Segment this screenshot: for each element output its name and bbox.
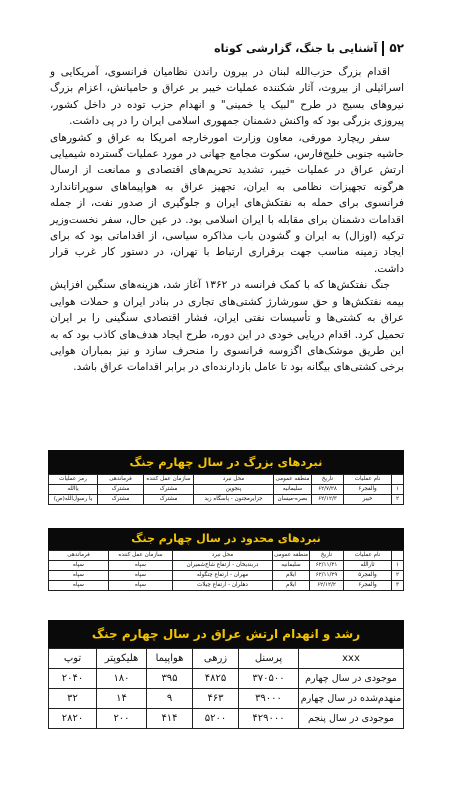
table-cell: ۳۹۰۰۰ [239, 689, 299, 709]
table-cell: ۶۲/۱۱/۲۱ [310, 561, 344, 571]
table-row [49, 709, 404, 729]
table-row [49, 669, 404, 689]
body-text [50, 64, 404, 376]
table-cell: ۳ [392, 581, 404, 591]
row-label: موجودی در سال چهارم [299, 669, 404, 689]
table-cell: بصره-میسان [274, 495, 312, 505]
table-cell: ۹ [147, 689, 193, 709]
table-cell: ۲۰۰ [97, 709, 147, 729]
column-header: محل نبرد [173, 551, 273, 561]
column-header: نام عملیات [344, 475, 392, 485]
paragraph: سفر ریچارد مورفی، معاون وزارت امورخارجه امریکا به عراق و کشورهای حاشیه جنوبی خلیج‌فارس، سکوت مجامع جهانی در مورد عملیات گسترده شیمیایی ارتش عراق در عملیات خیبر، تشدید تحریم‌های اقتصادی و ممانعت از ارسال هرگونه تجهیزات نظامی به ایران، تجهیز عراق به هواپیماهای سوپراتاندارد فرانسوی برای حمله به نفتکش‌های ایران و جلوگیری از صدور نفت، از جمله اقدامات دشمنان برای مقابله با ایران اسلامی بود. در عین حال، سفر نخست‌وزیر ترکیه (اوزال) به ایران و گشودن باب مذاکره سیاسی، از اقداماتی بود که برای ایجاد زمینه مناسب جهت برقراری ارتباط با تهران، در دستور کار غرب قرار داشت. [50, 131, 404, 275]
column-header: رمز عملیات [49, 475, 98, 485]
table-title: نبردهای بزرگ در سال چهارم جنگ [48, 450, 404, 474]
table-cell: سپاه [49, 561, 109, 571]
table-cell: ۱ [392, 485, 404, 495]
table-row [49, 581, 404, 591]
table-header-row [49, 551, 404, 561]
column-header: پرسنل [239, 649, 299, 669]
table-cell: ۱۸۰ [97, 669, 147, 689]
table-cell: ۶۲/۱۱/۲۹ [310, 571, 344, 581]
column-header: تاریخ [312, 475, 344, 485]
table-cell: مشترک [144, 495, 194, 505]
row-label: موجودی در سال پنجم [299, 709, 404, 729]
table-cell: والفجر۵ [344, 571, 392, 581]
paragraph: جنگ نفتکش‌ها که با کمک فرانسه در ۱۳۶۲ آغاز شد، هزینه‌های سنگین افزایش بیمه نفتکش‌ها و حق سورشارژ کشتی‌های تجاری در بنادر ایران و حملات هوایی عراق به کشتی‌ها و تأسیسات نفتی ایران، فشار اقتصادی سنگینی را بر ایران تحمیل کرد. اقدام دریایی خودی در این دوره، طرح ایجاد هدف‌های کاذب بود که به این طریق موشک‌های اگزوسه فرانسوی را منحرف سازد و نیز بمباران هوایی برخی کشتی‌های بیگانه بود تا عامل بازدارنده‌ای در برابر اقدامات عراق باشد. [50, 279, 404, 374]
table-cell: والفجر۶ [344, 485, 392, 495]
column-header: سازمان عمل کننده [109, 551, 173, 561]
column-header: منطقه عمومی [274, 475, 312, 485]
column-header: نام عملیات [344, 551, 392, 561]
table-title: نبردهای محدود در سال چهارم جنگ [48, 528, 404, 550]
table-cell: سپاه [109, 571, 173, 581]
table-cell: ۴۲۹۰۰۰ [239, 709, 299, 729]
table-header-row [49, 475, 404, 485]
table-cell: ۴۸۲۵ [193, 669, 239, 689]
major-battles-table [48, 450, 404, 505]
column-header: زرهی [193, 649, 239, 669]
column-header: منطقه عمومی [273, 551, 310, 561]
column-header: هواپیما [147, 649, 193, 669]
table-cell: ۵۲۰۰ [193, 709, 239, 729]
table-cell: مشترک [144, 485, 194, 495]
table-cell: ۴۱۴ [147, 709, 193, 729]
table-cell: سلیمانیه [273, 561, 310, 571]
table-cell: جزایرمجنون - پاسگاه زید [194, 495, 274, 505]
table-cell: ۶۲/۱۲/۲ [310, 581, 344, 591]
table-cell: مشترک [98, 485, 144, 495]
column-header: xxx [299, 649, 404, 669]
table-title: رشد و انهدام ارتش عراق در سال چهارم جنگ [48, 620, 404, 648]
table-cell: ۴۶۳ [193, 689, 239, 709]
table-cell: یا رسول‌الله(ص) [49, 495, 98, 505]
table [48, 474, 404, 505]
table-cell: سلیمانیه [274, 485, 312, 495]
table-cell: والفجر۶ [344, 581, 392, 591]
table-cell: دربندیخان - ارتفاع شاخ‌شمیران [173, 561, 273, 571]
table-cell: سپاه [49, 581, 109, 591]
column-header: هلیکوپتر [97, 649, 147, 669]
page-number: ۵۲ [389, 41, 404, 55]
table-header-row [49, 649, 404, 669]
table-cell: دهلران - ارتفاع چیلات [173, 581, 273, 591]
army-growth-table [48, 620, 404, 729]
table-cell: ۱ [392, 561, 404, 571]
table-row [49, 689, 404, 709]
table-cell: ۲۰۴۰ [49, 669, 97, 689]
column-header: تاریخ [310, 551, 344, 561]
table-cell: ۶۲/۱۲/۳ [312, 495, 344, 505]
table-cell: ۱۴ [97, 689, 147, 709]
table-cell: ۳۲ [49, 689, 97, 709]
column-header: محل نبرد [194, 475, 274, 485]
table-cell: سپاه [109, 581, 173, 591]
running-header [48, 40, 404, 56]
row-label: منهدم‌شده در سال چهارم [299, 689, 404, 709]
table-row [49, 485, 404, 495]
table-cell: ۶۲/۷/۲۸ [312, 485, 344, 495]
table-row [49, 495, 404, 505]
table-cell: ثارالله [344, 561, 392, 571]
column-header: توپ [49, 649, 97, 669]
table-cell: سپاه [109, 561, 173, 571]
table-cell: ایلام [273, 571, 310, 581]
table-cell: مشترک [98, 495, 144, 505]
header-divider [382, 41, 384, 56]
column-header [392, 551, 404, 561]
table-cell: پنجوین [194, 485, 274, 495]
table-cell: ۲۸۲۰ [49, 709, 97, 729]
table-cell: ۳۷۰۵۰۰ [239, 669, 299, 689]
table-row [49, 571, 404, 581]
table-cell: خیبر [344, 495, 392, 505]
table-cell: ۳۹۵ [147, 669, 193, 689]
table-cell: مهران - ارتفاع چنگوله [173, 571, 273, 581]
column-header [392, 475, 404, 485]
column-header: فرماندهی [49, 551, 109, 561]
table-cell: ایلام [273, 581, 310, 591]
table-row [49, 561, 404, 571]
table-cell: یاالله [49, 485, 98, 495]
table [48, 550, 404, 591]
paragraph: اقدام بزرگ حزب‌الله لبنان در بیرون راندن نظامیان فرانسوی، آمریکایی و اسرائیلی از بیروت، آثار شکننده عملیات خیبر بر عراق و حامیانش، اعزام بزرگ نیروهای بسیج در طرح "لبیک یا خمینی" و انهدام حزب توده در داخل کشور، پیروزی بزرگی بود که واکنش دشمنان جمهوری اسلامی ایران را در پی داشت. [50, 66, 404, 128]
running-title: آشنایی با جنگ، گزارشی کوتاه [214, 41, 378, 55]
column-header: فرماندهی [98, 475, 144, 485]
table-cell: سپاه [49, 571, 109, 581]
column-header: سازمان عمل کننده [144, 475, 194, 485]
limited-battles-table [48, 528, 404, 591]
table [48, 648, 404, 729]
table-cell: ۲ [392, 571, 404, 581]
table-cell: ۲ [392, 495, 404, 505]
